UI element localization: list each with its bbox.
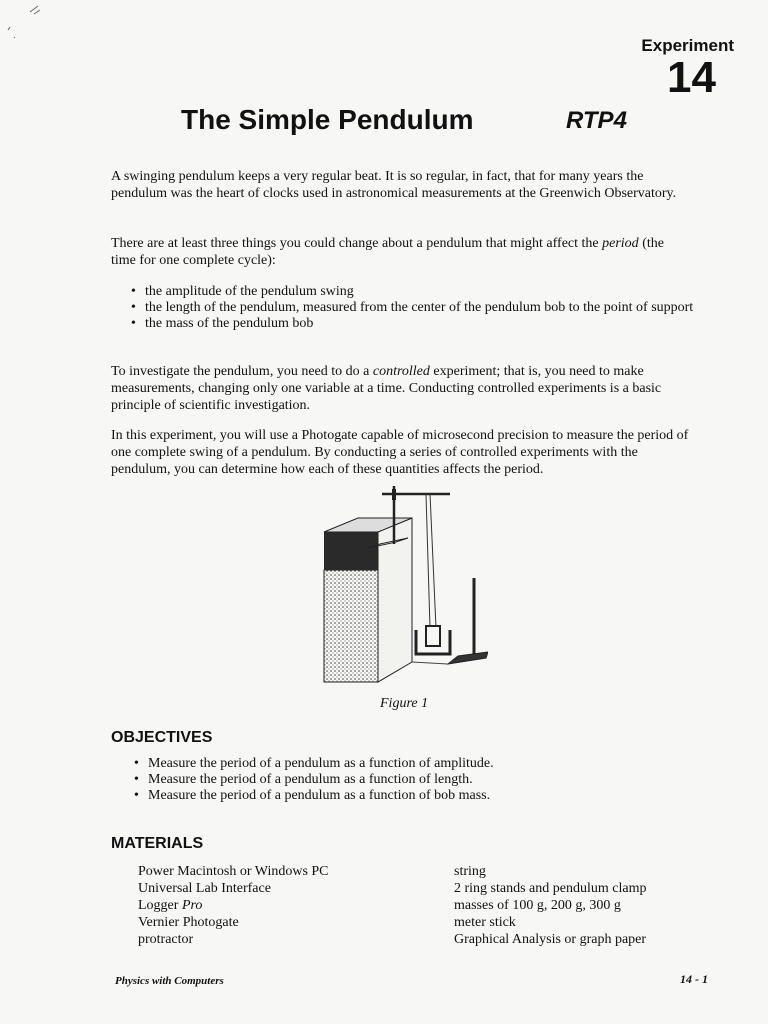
figure-caption: Figure 1 bbox=[380, 696, 429, 711]
list-item: • the length of the pendulum, measured from the center of the pendulum bob to the point of support bbox=[131, 300, 701, 316]
controlled-paragraph bbox=[111, 363, 691, 414]
list-item: masses of 100 g, 200 g, 300 g bbox=[454, 898, 621, 913]
list-item: Vernier Photogate bbox=[138, 915, 239, 930]
logger-pro-emphasis: Pro bbox=[181, 898, 203, 913]
list-item: protractor bbox=[138, 932, 194, 947]
pendulum-figure bbox=[318, 482, 488, 688]
list-item: string bbox=[454, 864, 486, 879]
experiment-code: RTP4 bbox=[566, 107, 627, 134]
controlled-text-before: To investigate the pendulum, you need to do a bbox=[111, 364, 373, 379]
period-text-after: (the time for one complete cycle): bbox=[111, 236, 664, 268]
materials-left-column bbox=[138, 863, 418, 948]
list-item: 2 ring stands and pendulum clamp bbox=[454, 881, 647, 896]
experiment-number: 14 bbox=[667, 53, 716, 102]
list-item: Logger Pro bbox=[138, 898, 203, 913]
objectives-heading: OBJECTIVES bbox=[111, 729, 213, 746]
photogate-paragraph: In this experiment, you will use a Photogate capable of microsecond precision to measure the period of one complete swing of a pendulum. By conducting a series of controlled experiments with the pendulum, you can determine how each of these quantities affects the period. bbox=[111, 428, 689, 477]
list-item: Power Macintosh or Windows PC bbox=[138, 864, 329, 879]
period-term: period bbox=[602, 236, 639, 251]
period-text-before: There are at least three things you could change about a pendulum that might affect the bbox=[111, 236, 603, 251]
footer-book-title: Physics with Computers bbox=[115, 975, 224, 987]
list-item: Universal Lab Interface bbox=[138, 881, 271, 896]
intro-paragraph: A swinging pendulum keeps a very regular beat. It is so regular, in fact, that for many years the pendulum was the heart of clocks used in astronomical measurements at the Greenwich Observatory. bbox=[111, 169, 677, 201]
list-item: • Measure the period of a pendulum as a function of length. bbox=[134, 772, 634, 788]
page-title: The Simple Pendulum bbox=[181, 104, 474, 135]
controlled-term: controlled bbox=[372, 364, 430, 379]
list-item: • the mass of the pendulum bob bbox=[131, 316, 701, 332]
materials-heading: MATERIALS bbox=[111, 835, 204, 852]
period-paragraph bbox=[111, 235, 691, 269]
list-item: • Measure the period of a pendulum as a function of amplitude. bbox=[134, 756, 634, 772]
controlled-text-after: experiment; that is, you need to make measurements, changing only one variable at a time. Conducting controlled experiments is a basic principle of scientific investigation. bbox=[111, 364, 662, 413]
experiment-label: Experiment bbox=[641, 36, 734, 55]
list-item: • the amplitude of the pendulum swing bbox=[131, 284, 701, 300]
list-item: • Measure the period of a pendulum as a function of bob mass. bbox=[134, 788, 634, 804]
materials-right-column bbox=[454, 863, 714, 948]
objectives-list bbox=[134, 756, 634, 804]
list-item: meter stick bbox=[454, 915, 516, 930]
list-item: Graphical Analysis or graph paper bbox=[454, 932, 647, 947]
footer-page-number: 14 - 1 bbox=[680, 972, 708, 986]
factor-list bbox=[131, 284, 701, 332]
scan-specks bbox=[0, 0, 60, 60]
